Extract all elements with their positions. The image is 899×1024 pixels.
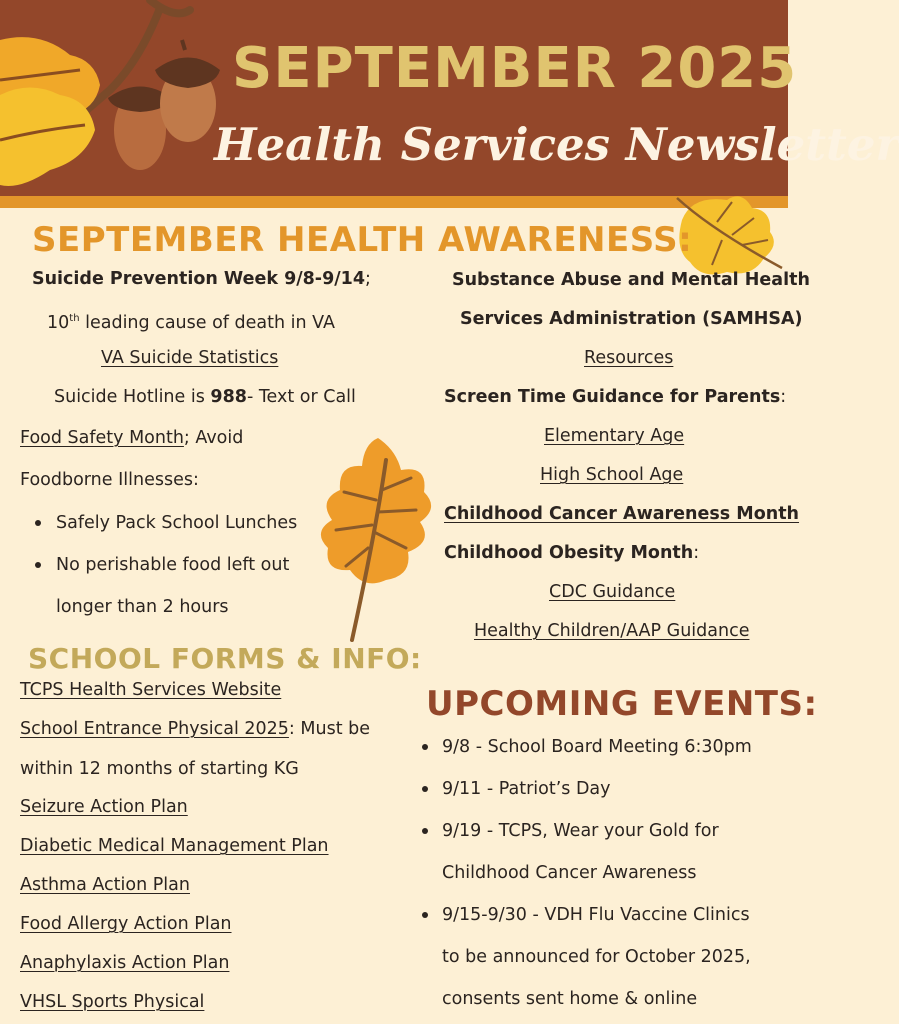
food-safety-line [20, 427, 243, 449]
asthma-action-plan-link[interactable]: Asthma Action Plan [20, 875, 190, 895]
suicide-week-suffix: ; [365, 269, 371, 289]
suicide-prevention-line [32, 268, 371, 290]
health-awareness-heading: SEPTEMBER HEALTH AWARENESS: [32, 220, 693, 260]
acorn-leaf-illustration [0, 0, 230, 200]
vhsl-sports-physical-link[interactable]: VHSL Sports Physical [20, 992, 205, 1012]
obesity-line [444, 542, 699, 564]
anaphylaxis-plan-link[interactable]: Anaphylaxis Action Plan [20, 953, 230, 973]
event-item-continued: to be announced for October 2025, [442, 947, 751, 967]
event-item: 9/15-9/30 - VDH Flu Vaccine Clinics [442, 905, 750, 925]
hotline-text-2: - Text or Call [246, 387, 356, 407]
food-allergy-plan-link[interactable]: Food Allergy Action Plan [20, 914, 232, 934]
cause-superscript: th [69, 313, 80, 324]
obesity-text: Childhood Obesity Month [444, 543, 694, 563]
list-item: Safely Pack School Lunches [56, 513, 298, 533]
aap-guidance-link[interactable]: Healthy Children/AAP Guidance [474, 621, 750, 641]
cause-text: leading cause of death in VA [79, 312, 335, 333]
childhood-cancer-awareness-link[interactable]: Childhood Cancer Awareness Month [444, 504, 800, 524]
event-item: 9/8 - School Board Meeting 6:30pm [442, 737, 752, 757]
entrance-physical-text: : Must be [288, 719, 370, 739]
high-school-age-link[interactable]: High School Age [540, 465, 684, 485]
bullet-dot [35, 520, 41, 526]
va-suicide-statistics-link[interactable]: VA Suicide Statistics [101, 348, 279, 368]
cdc-guidance-link[interactable]: CDC Guidance [549, 582, 676, 602]
bullet-dot [422, 744, 428, 750]
event-item-continued: consents sent home & online [442, 989, 698, 1009]
screen-time-suffix: : [780, 387, 787, 407]
elementary-age-link[interactable]: Elementary Age [544, 426, 685, 446]
cause-number: 10 [47, 312, 70, 333]
samhsa-line-1: Substance Abuse and Mental Health [452, 270, 810, 290]
newsletter-month-title: SEPTEMBER 2025 [232, 36, 798, 101]
screen-time-line [444, 386, 786, 408]
event-item: 9/11 - Patriot’s Day [442, 779, 611, 799]
hotline-text: Suicide Hotline is [54, 387, 211, 407]
bullet-dot [422, 786, 428, 792]
bullet-dot [35, 562, 41, 568]
food-safety-month-link[interactable]: Food Safety Month [20, 428, 184, 448]
foodborne-line: Foodborne Illnesses: [20, 470, 199, 490]
hotline-line [54, 386, 356, 408]
screen-time-text: Screen Time Guidance for Parents [444, 387, 781, 407]
upcoming-events-heading: UPCOMING EVENTS: [426, 684, 818, 724]
event-item-continued: Childhood Cancer Awareness [442, 863, 697, 883]
list-item: No perishable food left out [56, 555, 290, 575]
newsletter-subtitle: Health Services Newsletter [214, 118, 899, 171]
bullet-dot [422, 828, 428, 834]
entrance-physical-link[interactable]: School Entrance Physical 2025 [20, 719, 289, 739]
school-forms-heading: SCHOOL FORMS & INFO: [28, 642, 422, 675]
bullet-dot [422, 912, 428, 918]
suicide-week-text: Suicide Prevention Week 9/8-9/14 [32, 269, 365, 289]
entrance-physical-line-2: within 12 months of starting KG [20, 759, 299, 779]
cause-of-death-line [47, 308, 335, 334]
orange-oak-leaf-icon [316, 430, 440, 644]
obesity-suffix: : [693, 543, 700, 563]
hotline-number: 988 [210, 387, 247, 407]
event-item: 9/19 - TCPS, Wear your Gold for [442, 821, 719, 841]
seizure-action-plan-link[interactable]: Seizure Action Plan [20, 797, 188, 817]
diabetic-plan-link[interactable]: Diabetic Medical Management Plan [20, 836, 329, 856]
tcps-website-link[interactable]: TCPS Health Services Website [20, 680, 282, 700]
samhsa-line-2: Services Administration (SAMHSA) [460, 309, 803, 329]
food-safety-text: ; Avoid [183, 428, 244, 448]
list-item-continued: longer than 2 hours [56, 597, 229, 617]
entrance-physical-line [20, 718, 370, 740]
samhsa-resources-link[interactable]: Resources [584, 348, 674, 368]
